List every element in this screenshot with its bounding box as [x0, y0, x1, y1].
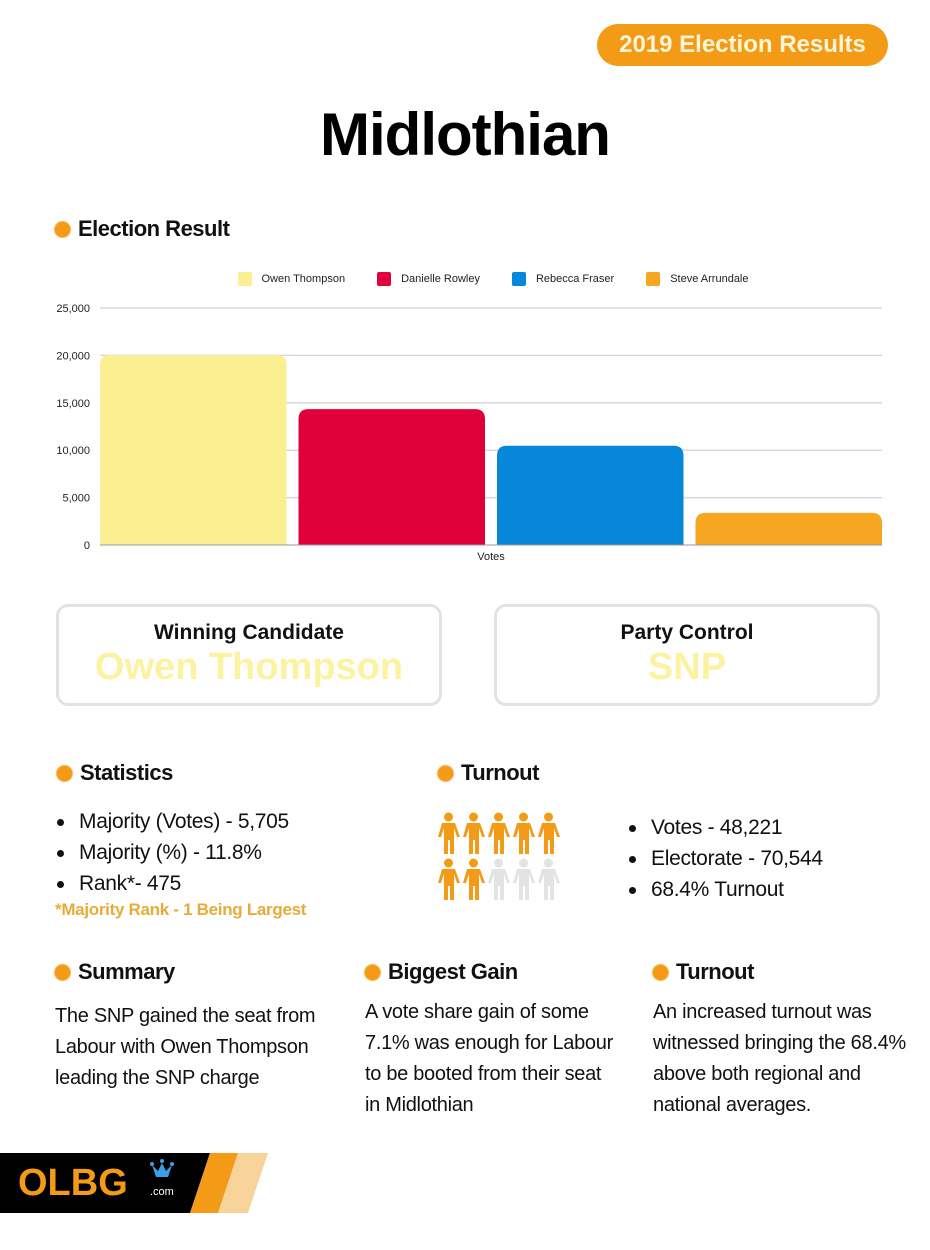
- section-heading-label: Statistics: [80, 760, 173, 785]
- y-tick-label: 20,000: [56, 350, 90, 363]
- section-heading-election-result: [55, 216, 229, 242]
- person-filled-icon: [436, 812, 461, 856]
- logo-text: OLBG: [18, 1162, 128, 1204]
- chart-legend: [0, 272, 930, 286]
- person-filled-icon: [536, 812, 561, 856]
- y-tick-label: 5,000: [62, 492, 90, 505]
- page-title: Midlothian: [320, 101, 610, 168]
- election-year-badge: 2019 Election Results: [597, 24, 888, 66]
- bullet-dot-icon: [55, 965, 70, 980]
- section-heading-label: Election Result: [78, 216, 230, 241]
- legend-swatch: [512, 272, 526, 286]
- winning-candidate-card: [56, 604, 442, 706]
- legend-item: [377, 272, 480, 286]
- olbg-logo: [0, 1153, 270, 1213]
- logo-suffix: .com: [150, 1186, 174, 1198]
- bullet-dot-icon: [55, 222, 70, 237]
- card-label: Party Control: [620, 621, 754, 644]
- y-tick-label: 15,000: [56, 397, 90, 410]
- bullet-dot-icon: [438, 766, 453, 781]
- turnout-list: [627, 812, 823, 905]
- person-filled-icon: [486, 812, 511, 856]
- legend-item: [646, 272, 748, 286]
- summary-text: The SNP gained the seat from Labour with Owen Thompson leading the SNP charge: [55, 1005, 316, 1089]
- person-filled-icon: [436, 858, 461, 902]
- y-tick-label: 25,000: [56, 303, 90, 315]
- party-control-card: [494, 604, 880, 706]
- person-filled-icon: [511, 812, 536, 856]
- legend-item: [238, 272, 346, 286]
- statistics-item: Majority (%) - 11.8%: [55, 837, 289, 868]
- legend-item: [512, 272, 614, 286]
- y-tick-label: 10,000: [56, 445, 90, 458]
- bullet-dot-icon: [365, 965, 380, 980]
- section-heading-turnout: [438, 760, 539, 786]
- section-heading-label: Turnout: [676, 959, 754, 984]
- statistics-item: Majority (Votes) - 5,705: [55, 806, 289, 837]
- legend-label: Steve Arrundale: [670, 273, 749, 285]
- turnout-note-text: An increased turnout was witnessed bringing the 68.4% above both regional and national averages.: [653, 1001, 906, 1116]
- biggest-gain-text: A vote share gain of some 7.1% was enough for Labour to be booted from their seat in Midlothian: [365, 1001, 613, 1116]
- majority-rank-note: *Majority Rank - 1 Being Largest: [55, 900, 307, 919]
- person-empty-icon: [511, 858, 536, 902]
- statistics-list: [55, 806, 289, 899]
- section-heading-label: Biggest Gain: [388, 959, 518, 984]
- bullet-dot-icon: [57, 766, 72, 781]
- bar-owen-thompson: [100, 355, 287, 545]
- bar-danielle-rowley: [299, 409, 486, 545]
- winning-candidate-name: Owen Thompson: [94, 646, 404, 688]
- x-axis-label: Votes: [477, 551, 505, 563]
- legend-label: Danielle Rowley: [401, 273, 480, 285]
- person-empty-icon: [486, 858, 511, 902]
- bullet-dot-icon: [653, 965, 668, 980]
- bar-chart: [0, 290, 930, 570]
- party-control-value: SNP: [647, 646, 727, 688]
- bar-rebecca-fraser: [497, 446, 684, 545]
- statistics-item: Rank*- 475: [55, 868, 289, 899]
- section-heading-statistics: [57, 760, 173, 786]
- turnout-item: 68.4% Turnout: [627, 874, 823, 905]
- turnout-pictogram: [436, 812, 566, 902]
- legend-swatch: [377, 272, 391, 286]
- person-empty-icon: [536, 858, 561, 902]
- legend-label: Rebecca Fraser: [535, 273, 615, 285]
- turnout-item: Votes - 48,221: [627, 812, 823, 843]
- legend-swatch: [238, 272, 252, 286]
- section-heading-label: Summary: [78, 959, 175, 984]
- section-heading-turnout-note: [653, 959, 754, 985]
- person-filled-icon: [461, 812, 486, 856]
- bar-steve-arrundale: [696, 513, 883, 545]
- legend-swatch: [646, 272, 660, 286]
- person-filled-icon: [461, 858, 486, 902]
- turnout-item: Electorate - 70,544: [627, 843, 823, 874]
- card-label: Winning Candidate: [154, 621, 344, 644]
- y-tick-label: 0: [83, 540, 90, 552]
- legend-label: Owen Thompson: [261, 273, 346, 285]
- section-heading-summary: [55, 959, 175, 985]
- section-heading-label: Turnout: [461, 760, 539, 785]
- section-heading-biggest-gain: [365, 959, 518, 985]
